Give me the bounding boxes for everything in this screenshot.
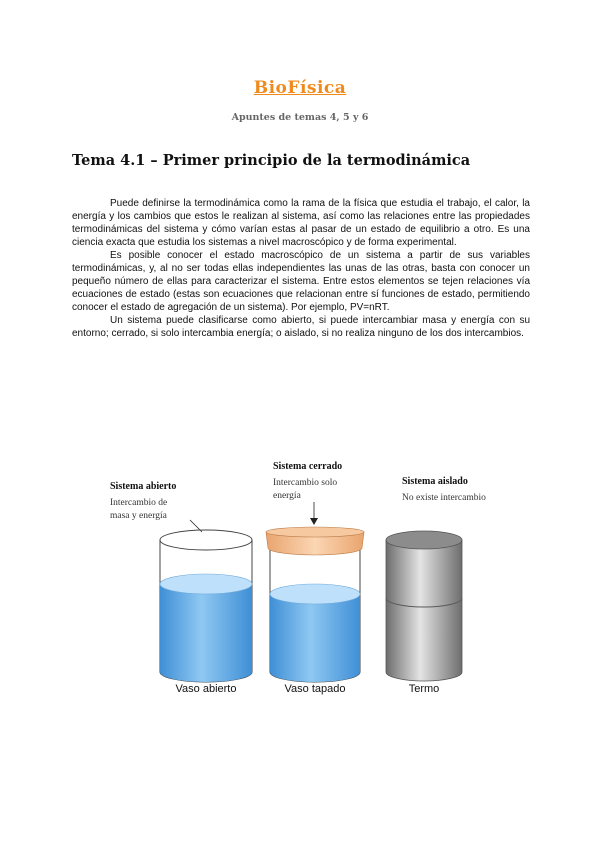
open-system-caption: Vaso abierto [175,683,237,695]
closed-lid-top [266,527,364,537]
closed-system-desc-1: Intercambio solo [273,478,338,488]
document-subtitle: Apuntes de temas 4, 5 y 6 [231,112,369,123]
closed-system-arrowhead [310,518,318,525]
thermos-top [386,531,462,549]
closed-system-caption: Vaso tapado [284,683,346,695]
closed-water-surface [270,584,360,604]
thermos-body [386,540,462,681]
isolated-system-caption: Termo [408,683,440,695]
closed-system [266,461,364,695]
open-water-surface [160,574,252,594]
open-system-title: Sistema abierto [110,481,177,492]
paragraph-2: Es posible conocer el estado macroscópico de un sistema a partir de sus variables termodinámicas, y, al no ser todas ellas independientes las unas de las otras, basta con conocer un pequeño número de ellas para caracterizar el sistema. Entre estos elementos se tejen relaciones vía ecuaciones de estado (estas son ecuaciones que relacionan entre sí funciones de estado, permitiendo conocer el estado de agregación de un sistema). Por ejemplo, PV=nRT. [72,250,530,313]
paragraph-3: Un sistema puede clasificarse como abierto, si puede intercambiar masa y energía con su entorno; cerrado, si solo intercambia energía; o aislado, si no realiza ninguno de los dos intercambios. [72,315,530,339]
body-text [72,197,530,340]
open-system [110,481,252,695]
closed-system-title: Sistema cerrado [273,461,343,472]
open-glass-water [160,584,252,682]
closed-glass-water [270,594,360,682]
open-system-desc-1: Intercambio de [110,498,168,508]
isolated-system [386,476,486,695]
closed-system-desc-2: energía [273,491,301,501]
thermodynamic-systems-figure [90,456,520,706]
section-heading: Tema 4.1 – Primer principio de la termodinámica [72,152,471,169]
document-title: BioFísica [253,78,347,98]
isolated-system-desc: No existe intercambio [402,493,486,503]
paragraph-1: Puede definirse la termodinámica como la rama de la física que estudia el trabajo, el calor, la energía y los cambios que estos le realizan al sistema, así como las relaciones entre las propiedades termodinámicas del sistema y cómo varían estas al pasar de un estado de equilibrio a otro. Es una ciencia exacta que estudia los sistemas a nivel macroscópico y de forma experimental. [72,198,530,248]
isolated-system-title: Sistema aislado [402,476,468,487]
open-system-desc-2: masa y energía [110,511,167,521]
systems-diagram [90,456,520,706]
